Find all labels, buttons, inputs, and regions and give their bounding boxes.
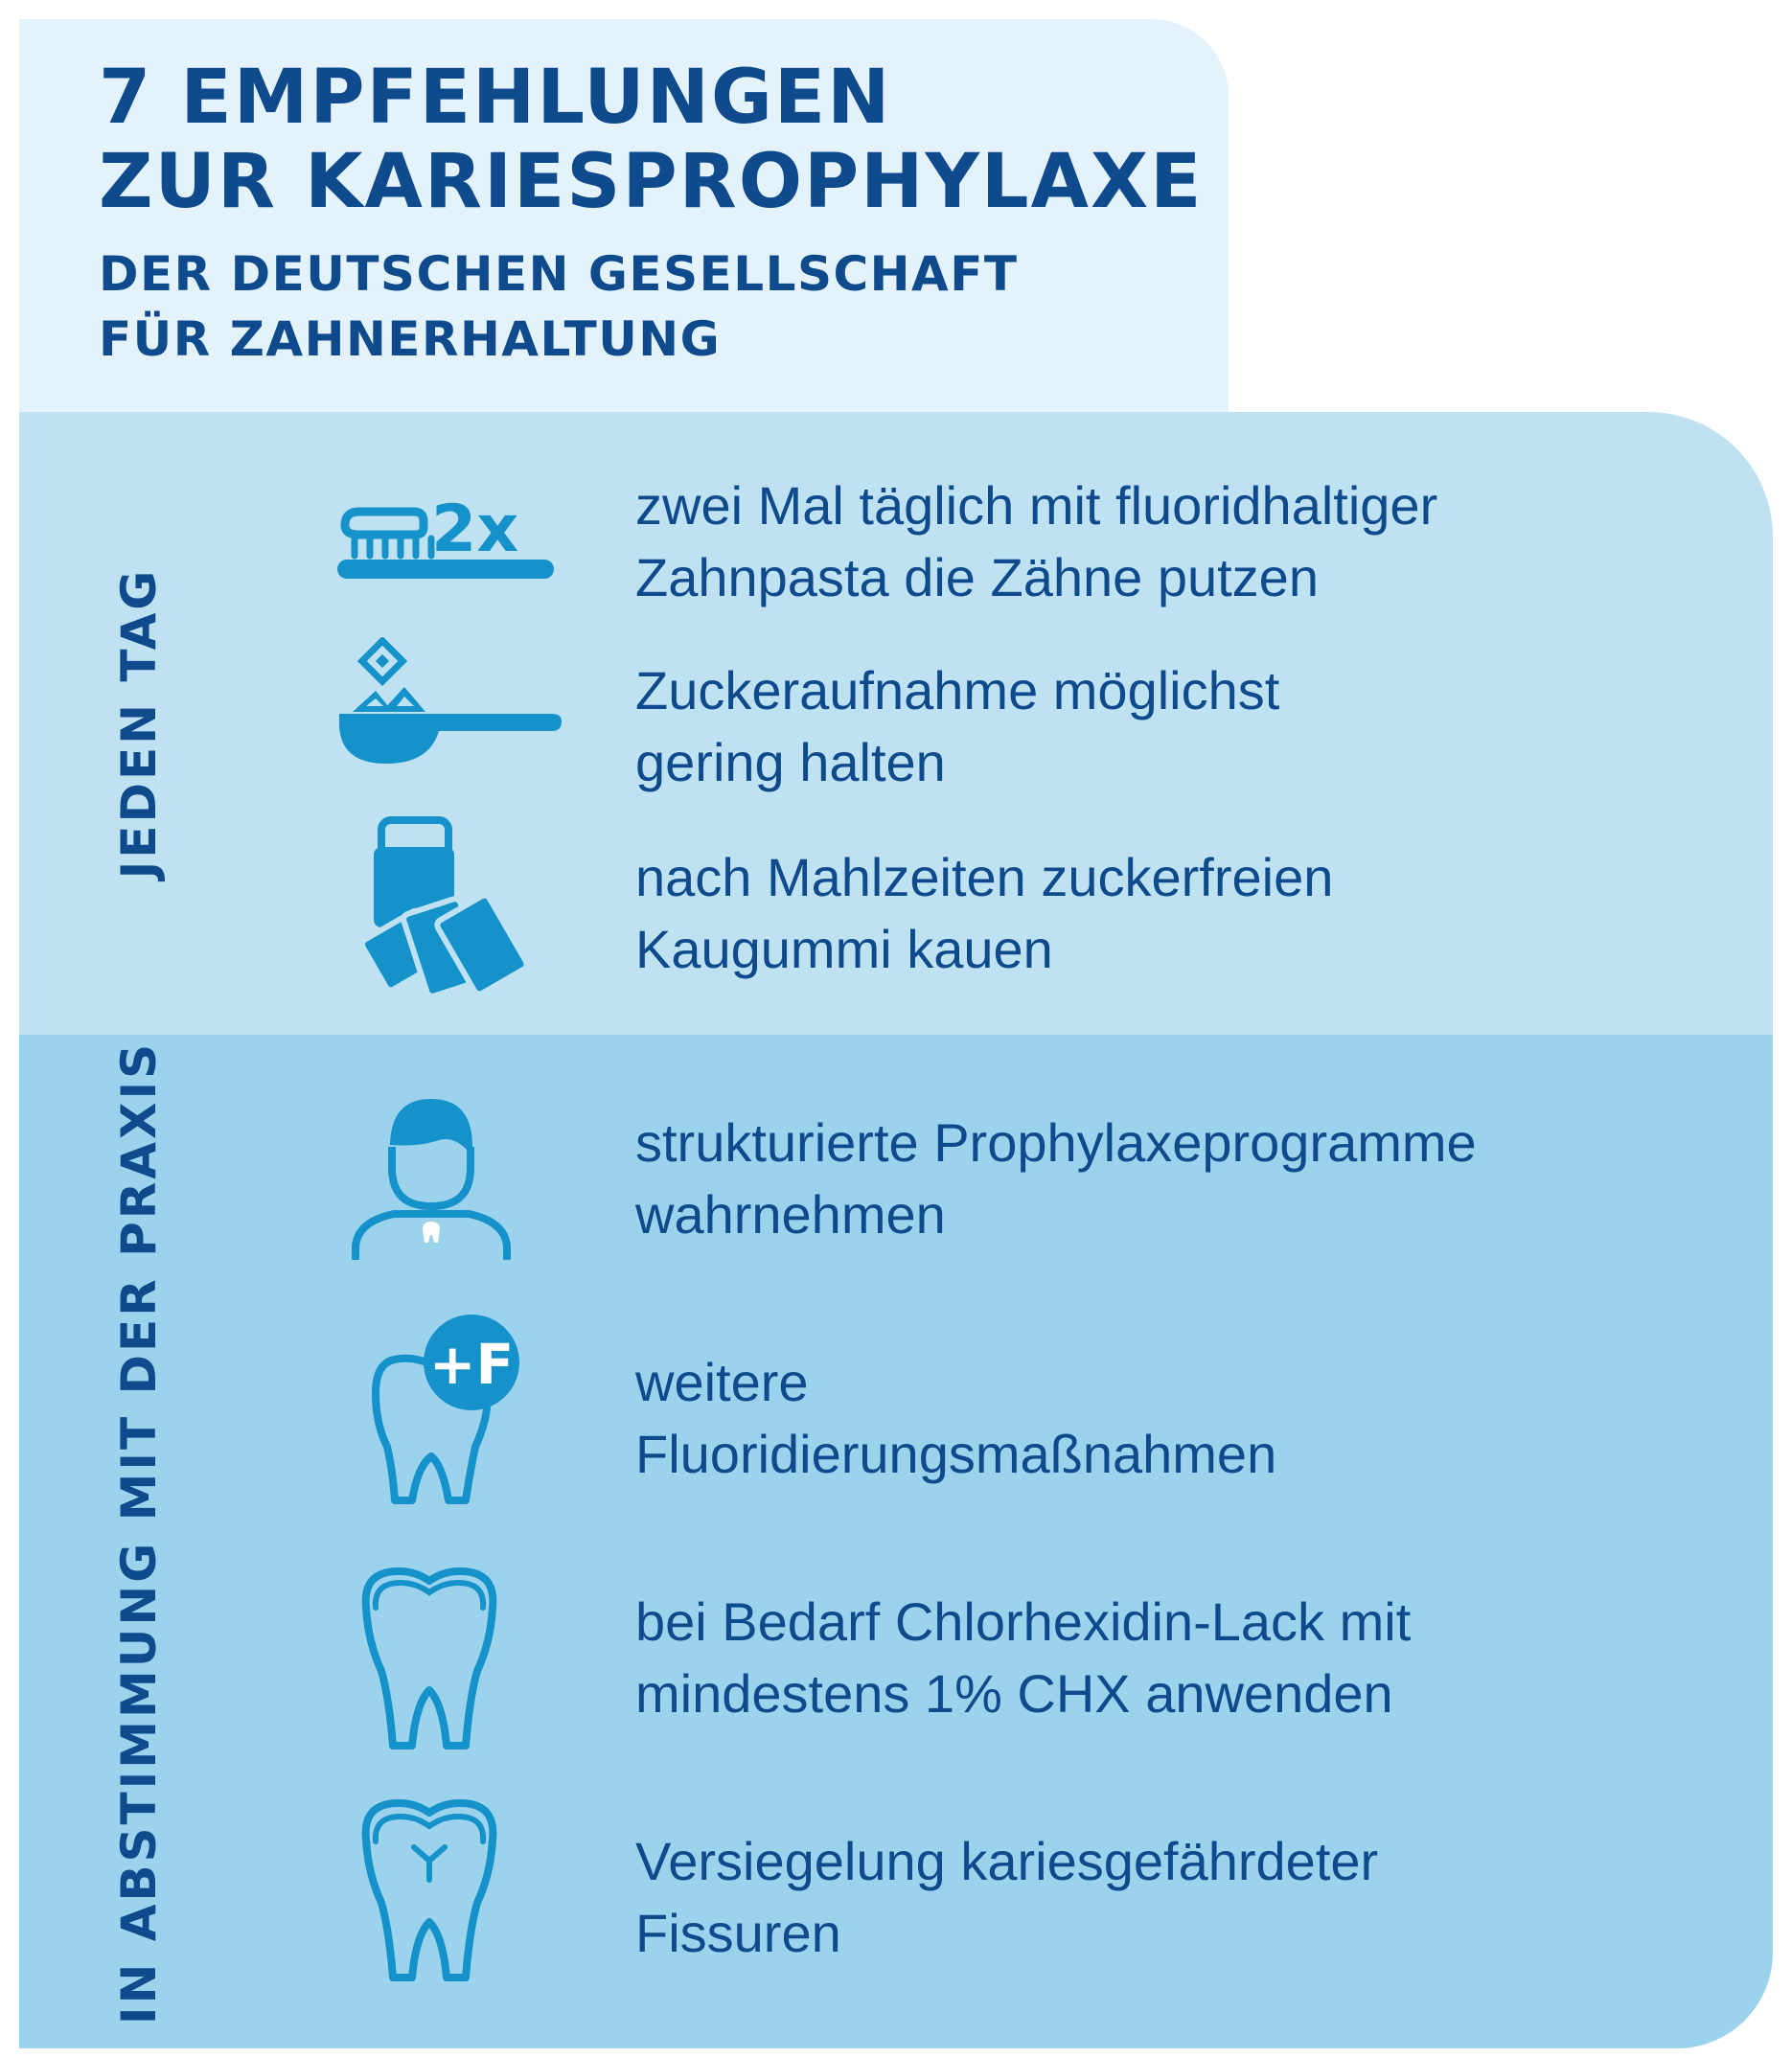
title-line-1: 7 EMPFEHLUNGEN [99,55,892,141]
item-text-chewing-gum: nach Mahlzeiten zuckerfreien Kaugummi kauen [635,847,1334,979]
subtitle-line-1: DER DEUTSCHEN GESELLSCHAFT [99,246,1019,302]
dentist-person-icon [350,1087,513,1260]
page-subtitle [99,241,1018,372]
item-text-fluoridation: weitere Fluoridierungsmaßnahmen [635,1352,1277,1484]
fluoride-badge: +F [428,1332,515,1397]
toothbrush-2x-icon [335,479,556,589]
chewing-gum-icon [364,814,527,996]
tooth-varnish-icon [353,1560,506,1751]
section-label-daily: JEDEN TAG [111,567,167,880]
item-text-chlorhexidine: bei Bedarf Chlorhexidin-Lack mit mindestens 1% CHX anwenden [635,1591,1412,1724]
item-text-brushing: zwei Mal täglich mit fluoridhaltiger Zahnpasta die Zähne putzen [635,475,1438,607]
section-label-practice: IN ABSTIMMUNG MIT DER PRAXIS [111,1040,167,2025]
tooth-fluoride-icon [362,1313,535,1514]
page-title [99,56,1203,224]
item-text-sugar: Zuckeraufnahme möglichst gering halten [635,660,1280,792]
item-text-sealant: Versiegelung kariesgefährdeter Fissuren [635,1831,1379,1963]
sugar-spoon-icon [333,637,563,771]
item-text-prophylaxis: strukturierte Prophylaxeprogramme wahrnehmen [635,1112,1477,1245]
title-line-2: ZUR KARIESPROPHYLAXE [99,139,1204,225]
tooth-sealant-icon [353,1792,506,1983]
subtitle-line-2: FÜR ZAHNERHALTUNG [99,311,722,367]
toothbrush-badge: 2x [431,492,519,567]
